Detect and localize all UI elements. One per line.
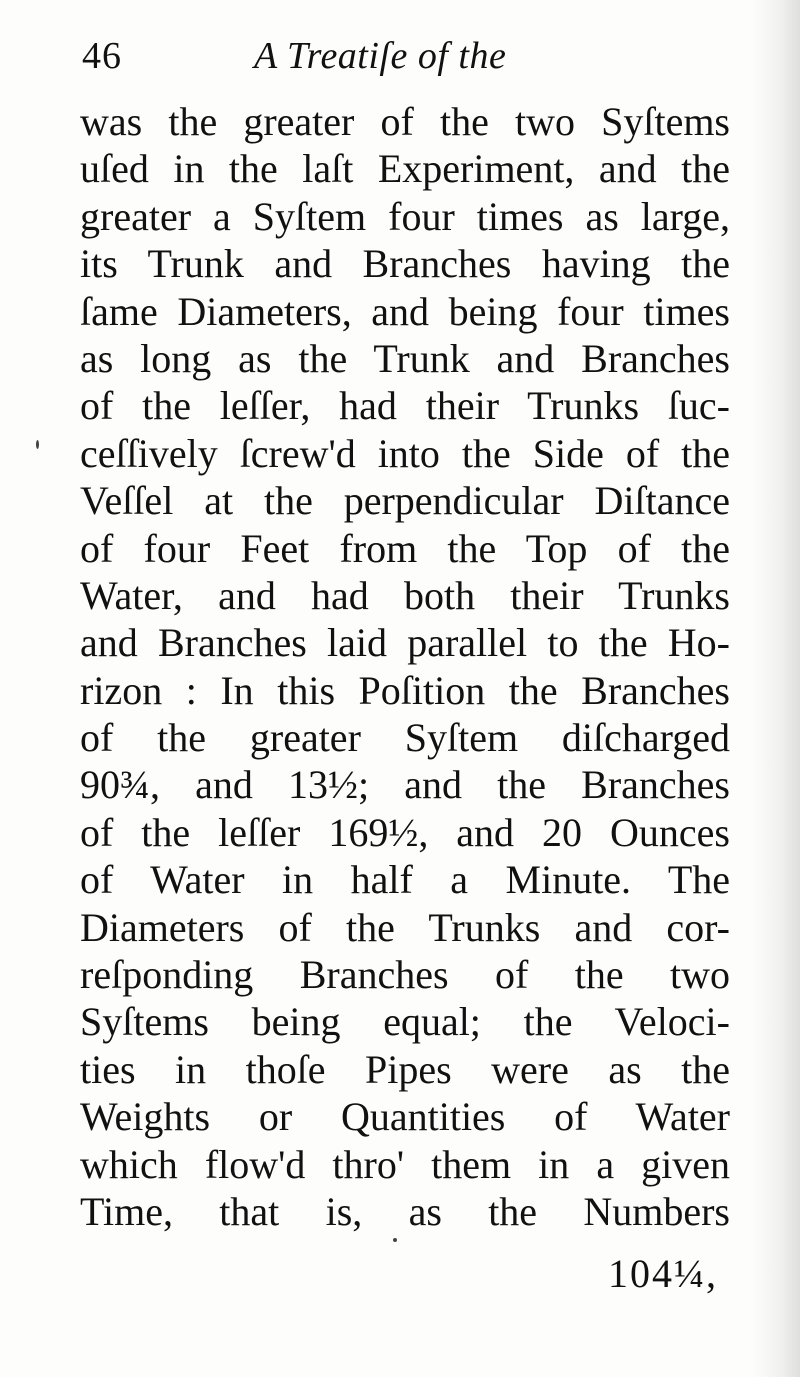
text-line: of the leſſer 169½, and 20 Ounces — [80, 809, 730, 855]
text-line: Time, that is, as the Numbers — [80, 1188, 730, 1234]
text-line: was the greater of the two Syſtems — [80, 99, 730, 144]
body-text — [80, 98, 730, 1235]
text-line: of Water in half a Minute. The — [80, 857, 730, 903]
running-head — [82, 30, 642, 80]
text-line: as long as the Trunk and Branches — [80, 335, 730, 381]
text-line: ties in thoſe Pipes were as the — [80, 1046, 730, 1092]
text-line: Syſtems being equal; the Veloci- — [80, 999, 730, 1045]
text-line: which flow'd thro' them in a given — [80, 1141, 730, 1187]
running-title: A Treatiſe of the — [254, 35, 507, 77]
page-gutter-shadow — [752, 0, 800, 1377]
text-line: 90¾, and 13½; and the Branches — [80, 762, 730, 808]
ink-speck — [393, 1238, 397, 1242]
text-line: of four Feet from the Top of the — [80, 525, 730, 571]
text-line: rizon : In this Poſition the Branches — [80, 667, 730, 713]
page-number: 46 — [82, 35, 122, 77]
text-line: ſame Diameters, and being four times — [80, 288, 730, 334]
text-line: Veſſel at the perpendicular Diſtance — [80, 478, 730, 524]
text-line: Water, and had both their Trunks — [80, 572, 730, 618]
catchword: 104¼, — [608, 1251, 718, 1296]
text-line: greater a Syſtem four times as large, — [80, 193, 730, 239]
text-line: and Branches laid parallel to the Ho- — [80, 620, 730, 666]
text-line: Weights or Quantities of Water — [80, 1094, 730, 1140]
text-line: ceſſively ſcrew'd into the Side of the — [80, 430, 730, 476]
text-line: reſponding Branches of the two — [80, 952, 730, 998]
ink-speck — [36, 440, 39, 449]
text-line: uſed in the laſt Experiment, and the — [80, 146, 730, 192]
text-line: of the greater Syſtem diſcharged — [80, 715, 730, 761]
text-line: Diameters of the Trunks and cor- — [80, 904, 730, 950]
text-line: of the leſſer, had their Trunks ſuc- — [80, 383, 730, 429]
text-line: its Trunk and Branches having the — [80, 241, 730, 287]
